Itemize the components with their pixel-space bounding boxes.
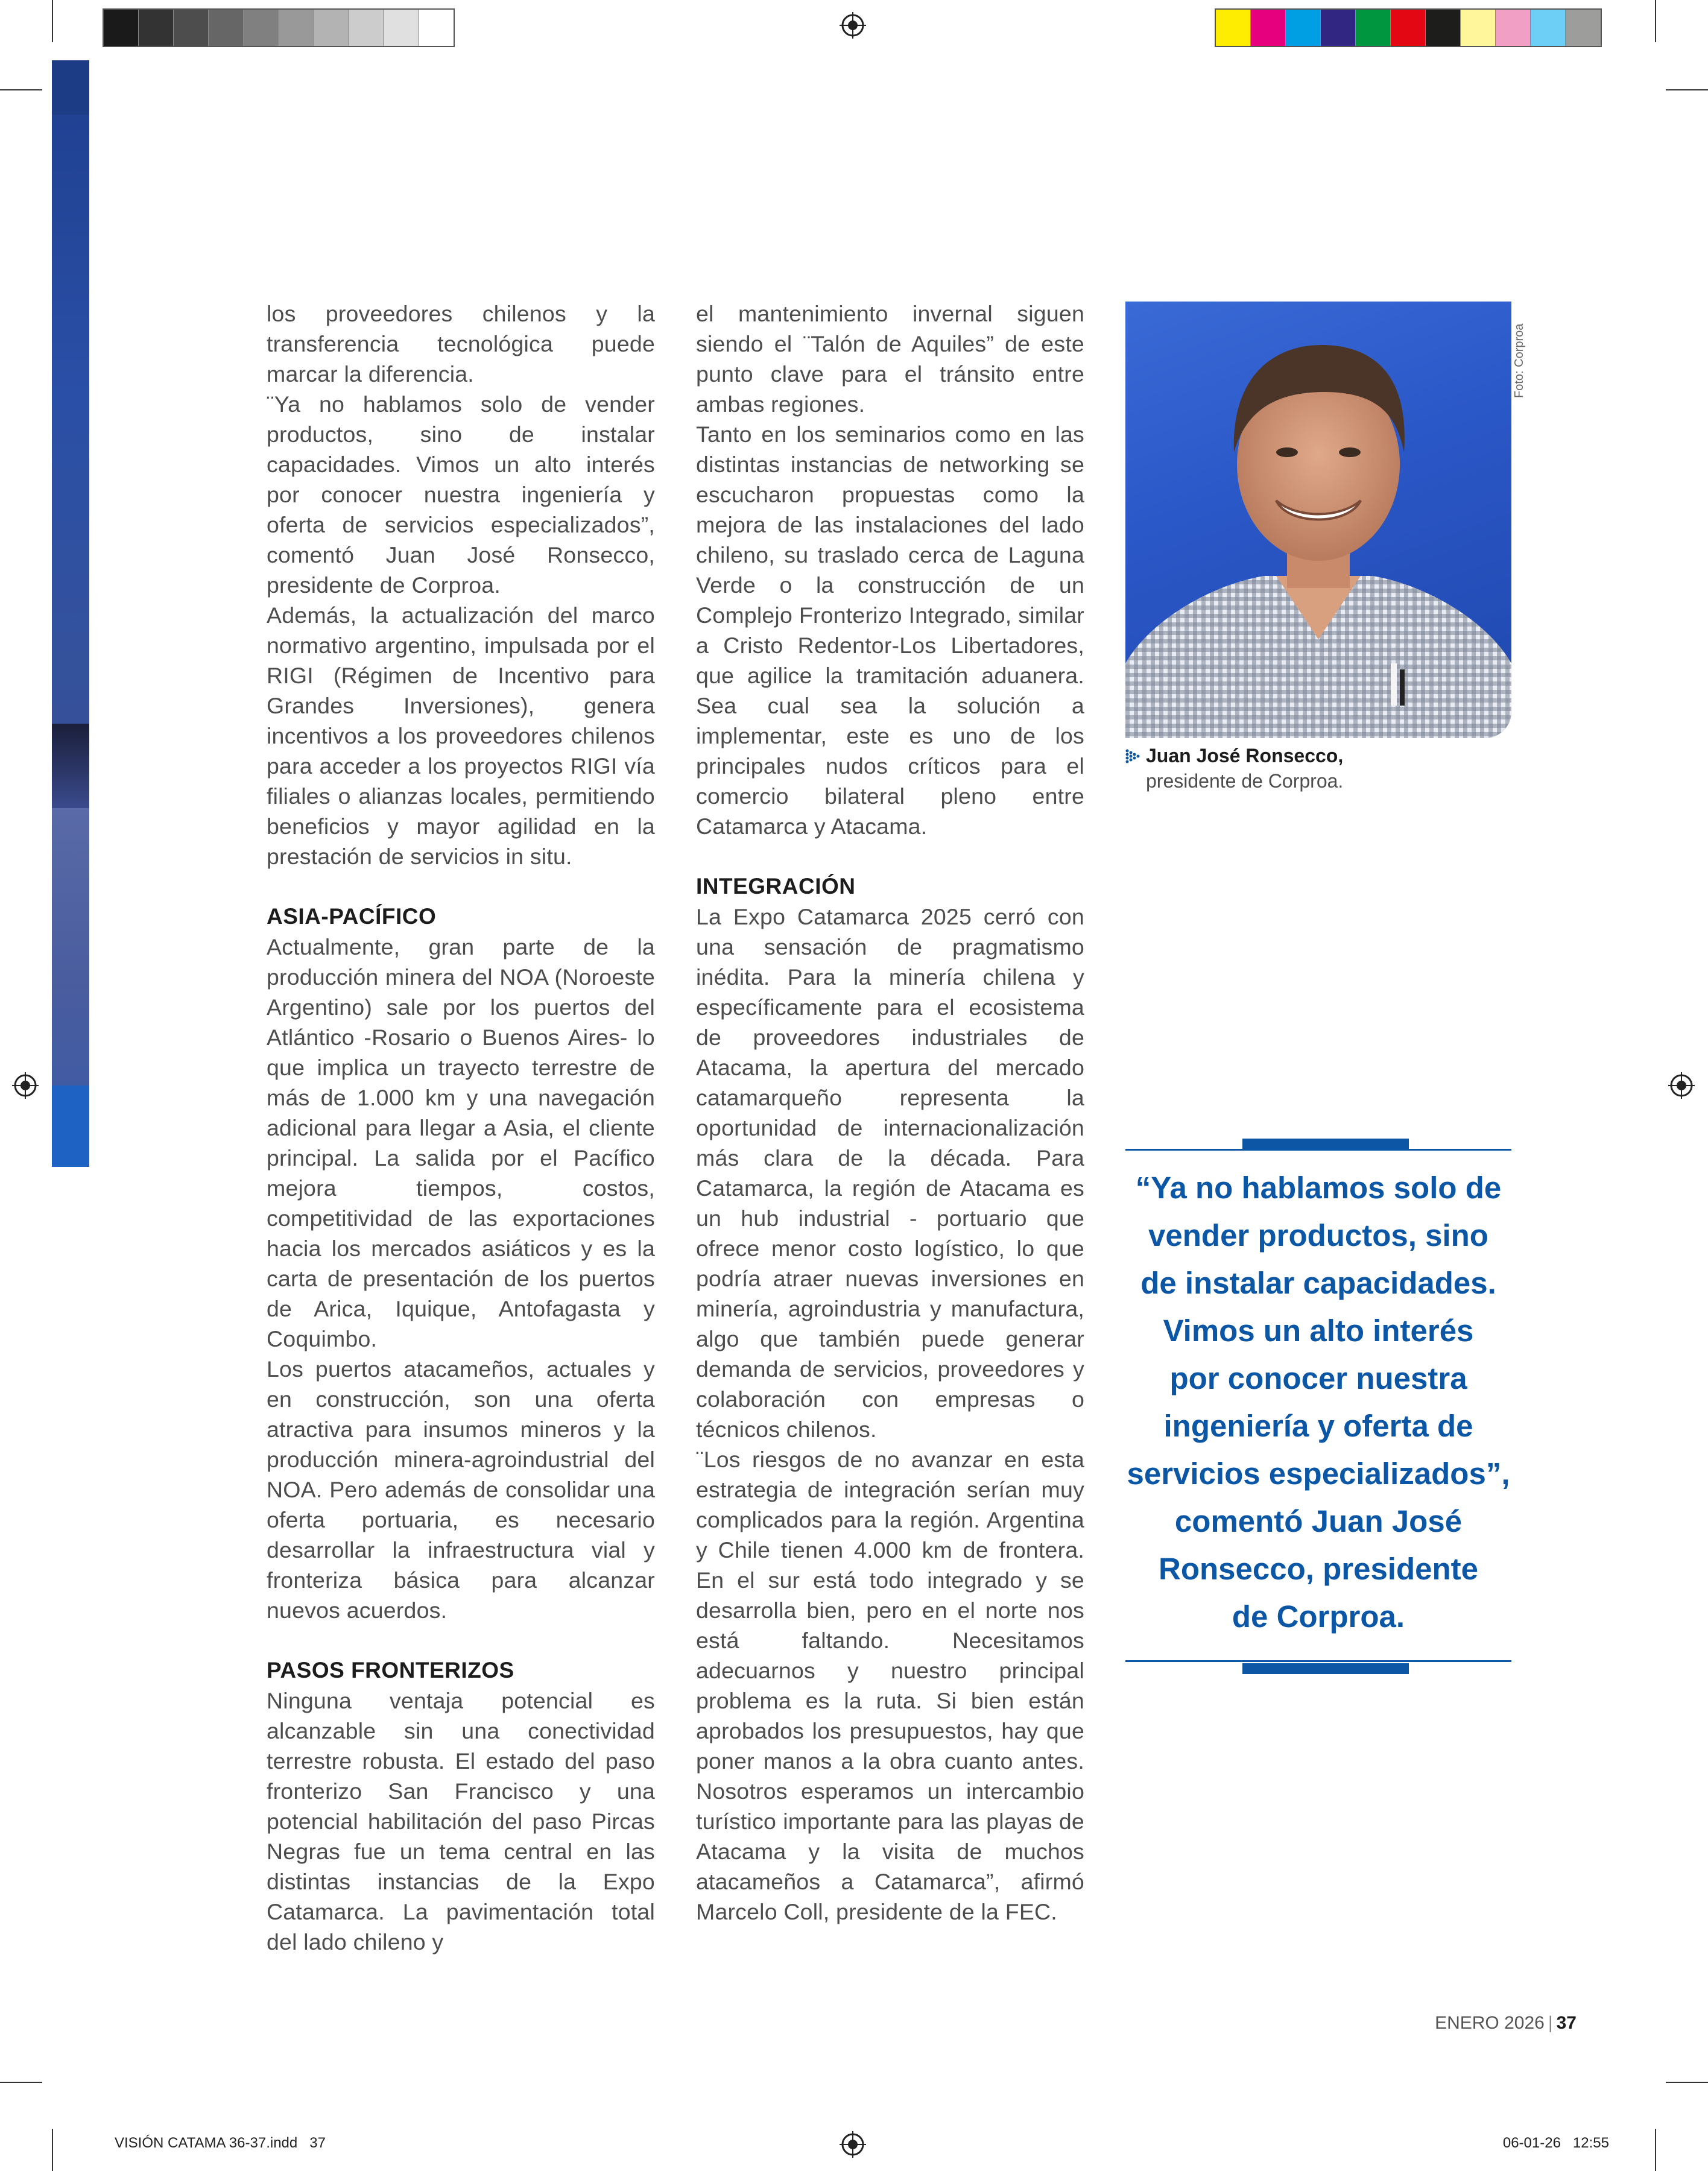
quote-line: “Ya no hablamos solo de: [1135, 1171, 1502, 1205]
quote-bottom-rule: [1125, 1660, 1511, 1662]
crop-mark: [0, 89, 42, 90]
crop-mark: [52, 2129, 53, 2171]
crop-mark: [52, 0, 53, 42]
quote-line: Vimos un alto interés: [1163, 1313, 1474, 1348]
quote-line: vender productos, sino: [1148, 1218, 1488, 1253]
paragraph: Además, la actualización del marco normativo argentino, impulsada por el RIGI (Régimen de Incentivo para Grandes Inversiones), genera incentivos a los proveedores chilenos para acceder a los proyectos RIGI vía filiales o alianzas locales, permitiendo beneficios y mayor agilidad en la prestación de servicios in situ.: [267, 602, 655, 869]
paragraph: Tanto en los seminarios como en las distintas instancias de networking se escucharon propuestas como la mejora de las instalaciones del lado chileno, su traslado cerca de Laguna Verde o la construcción de un Complejo Fronterizo Integrado, similar a Cristo Redentor-Los Libertadores, que agilice la tramitación aduanera. Sea cual sea la solución a implementar, este es uno de los principales nudos críticos para el comercio bilateral pleno entre Catamarca y Atacama.: [696, 422, 1084, 839]
process-color-bar: [1215, 8, 1602, 47]
page-folio: [1435, 2013, 1577, 2034]
color-swatch: [139, 10, 174, 46]
quote-top-rule: [1125, 1149, 1511, 1151]
color-swatch: [314, 10, 349, 46]
grayscale-color-bar: [103, 8, 455, 47]
quote-line: ingeniería y oferta de: [1163, 1409, 1473, 1443]
section-heading-pasos-fronterizos: PASOS FRONTERIZOS: [267, 1658, 514, 1683]
slug-filename: VISIÓN CATAMA 36-37.indd 37: [115, 2135, 326, 2151]
quote-line: de instalar capacidades.: [1140, 1266, 1496, 1300]
color-swatch: [1531, 10, 1566, 46]
quote-line: de Corproa.: [1232, 1599, 1405, 1634]
color-swatch: [1496, 10, 1531, 46]
crop-mark: [1655, 2129, 1656, 2171]
folio-issue: ENERO 2026: [1435, 2013, 1545, 2033]
crop-mark: [1655, 0, 1656, 42]
folio-separator: |: [1548, 2013, 1553, 2033]
paragraph: el mantenimiento invernal siguen siendo el ¨Talón de Aquiles” de este punto clave para el tránsito entre ambas regiones.: [696, 301, 1084, 417]
quote-bottom-tab: [1242, 1663, 1409, 1674]
color-swatch: [1216, 10, 1251, 46]
color-swatch: [279, 10, 314, 46]
caption-role: presidente de Corproa.: [1146, 770, 1344, 792]
registration-mark-icon: [12, 1072, 39, 1099]
quote-top-tab: [1242, 1139, 1409, 1149]
crop-mark: [0, 2082, 42, 2083]
left-page-bleed-strip: [52, 60, 89, 1167]
paragraph: Ninguna ventaja potencial es alcanzable sin una conectividad terrestre robusta. El estado del paso fronterizo San Francisco y una potencial habilitación del paso Pircas Negras fue un tema central en las distintas instancias de la Expo Catamarca. La pavimentación total del lado chileno y: [267, 1688, 655, 1955]
color-swatch: [1566, 10, 1601, 46]
color-swatch: [244, 10, 279, 46]
page-number: 37: [1556, 2013, 1577, 2033]
article-column-left: [267, 299, 655, 1957]
portrait-illustration: [1125, 302, 1511, 738]
color-swatch: [349, 10, 384, 46]
slug-timestamp: 06-01-26 12:55: [1502, 2135, 1609, 2151]
photo-caption: [1125, 743, 1343, 794]
article-column-middle: [696, 299, 1084, 1927]
quote-line: servicios especializados”,: [1127, 1456, 1510, 1491]
paragraph: Los puertos atacameños, actuales y en construcción, son una oferta atractiva para insumos mineros y la producción minera-agroindustrial del NOA. Pero además de consolidar una oferta portuaria, es necesario desarrollar la infraestructura vial y fronteriza básica para alcanzar nuevos acuerdos.: [267, 1356, 655, 1623]
paragraph: ¨Ya no hablamos solo de vender productos, sino de instalar capacidades. Vimos un alto interés por conocer nuestra ingeniería y oferta de servicios especializados”, comentó Juan José Ronsecco, presidente de Corproa.: [267, 391, 655, 598]
quote-line: por conocer nuestra: [1169, 1361, 1467, 1395]
registration-mark-icon: [840, 12, 866, 39]
color-swatch: [1251, 10, 1286, 46]
color-swatch: [1286, 10, 1321, 46]
color-swatch: [419, 10, 454, 46]
crop-mark: [1666, 2082, 1708, 2083]
color-swatch: [1461, 10, 1496, 46]
registration-mark-icon: [1668, 1072, 1695, 1099]
color-swatch: [174, 10, 209, 46]
dotted-arrow-icon: [1125, 749, 1140, 765]
section-heading-integracion: INTEGRACIÓN: [696, 874, 856, 899]
portrait-photo: [1125, 302, 1511, 738]
quote-line: Ronsecco, presidente: [1159, 1552, 1478, 1586]
paragraph: Actualmente, gran parte de la producción minera del NOA (Noroeste Argentino) sale por los puertos del Atlántico -Rosario o Buenos Aires- lo que implica un trayecto terrestre de más de 1.000 km y una navegación adicional para llegar a Asia, el cliente principal. La salida por el Pacífico mejora tiempos, costos, competitividad de las exportaciones hacia los mercados asiáticos y es la carta de presentación de los puertos de Arica, Iquique, Antofagasta y Coquimbo.: [267, 934, 655, 1351]
quote-line: comentó Juan José: [1174, 1504, 1463, 1538]
paragraph: ¨Los riesgos de no avanzar en esta estrategia de integración serían muy complicados para la región. Argentina y Chile tienen 4.000 km de frontera. En el sur está todo integrado y se desarrolla bien, pero en el norte nos está faltando. Necesitamos adecuarnos y nuestro principal problema es la ruta. Si bien están aprobados los presupuestos, hay que poner manos a la obra cuanto antes. Nosotros esperamos un intercambio turístico importante para las playas de Atacama y la visita de muchos atacameños a Catamarca”, afirmó Marcelo Coll, presidente de la FEC.: [696, 1447, 1084, 1924]
section-heading-asia-pacifico: ASIA-PACÍFICO: [267, 904, 437, 929]
color-swatch: [104, 10, 139, 46]
color-swatch: [384, 10, 419, 46]
color-swatch: [1321, 10, 1356, 46]
color-swatch: [209, 10, 244, 46]
pull-quote: [1125, 1164, 1511, 1640]
paragraph: La Expo Catamarca 2025 cerró con una sensación de pragmatismo inédita. Para la minería chilena y específicamente para el ecosistema de proveedores industriales de Atacama, la apertura del mercado catamarqueño representa la oportunidad de internacionalización más clara de la década. Para Catamarca, la región de Atacama es un hub industrial - portuario que ofrece menor costo logístico, lo que podría atraer nuevas inversiones en minería, agroindustria y manufactura, algo que también puede generar demanda de servicios, proveedores y colaboración con empresas o técnicos chilenos.: [696, 904, 1084, 1442]
color-swatch: [1426, 10, 1461, 46]
registration-mark-icon: [840, 2131, 866, 2158]
caption-name: Juan José Ronsecco,: [1146, 745, 1344, 766]
crop-mark: [1666, 89, 1708, 90]
paragraph: los proveedores chilenos y la transferencia tecnológica puede marcar la diferencia.: [267, 301, 655, 387]
color-swatch: [1356, 10, 1391, 46]
color-swatch: [1391, 10, 1426, 46]
photo-credit: Foto: Corproa: [1513, 323, 1526, 398]
